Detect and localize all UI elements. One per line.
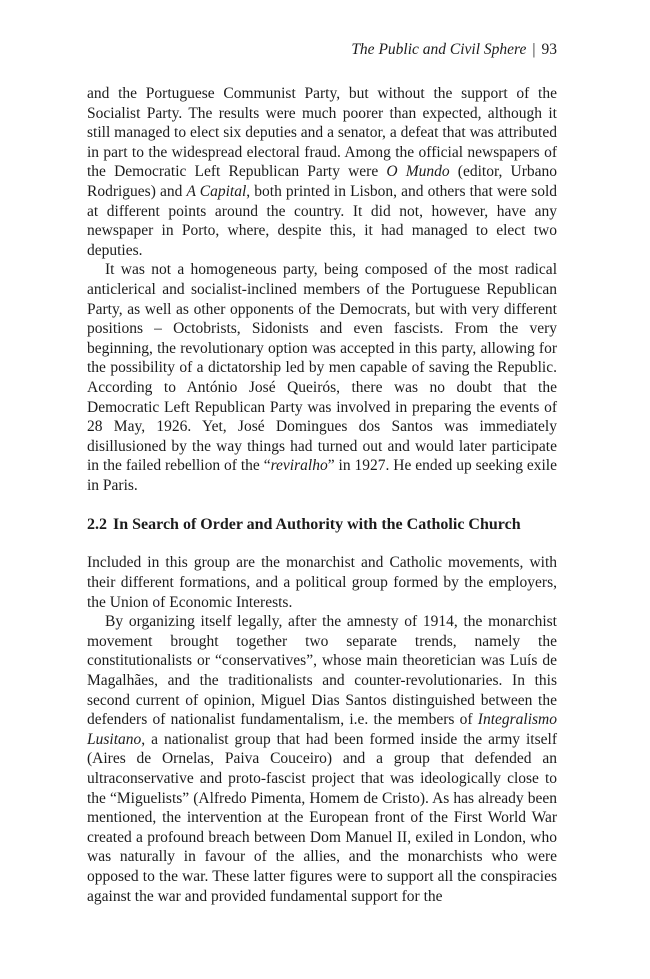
- paragraph-monarchist-movement: [87, 612, 557, 906]
- section-number: 2.2: [87, 516, 107, 534]
- running-head-title: The Public and Civil Sphere: [351, 41, 527, 58]
- text-run: , both printed in Lisbon, and others that were sold at different points around the country. It did not, however, have any newspaper in Porto, where, despite this, it had managed to elect two deputies.: [87, 182, 557, 259]
- running-head-separator: |: [532, 41, 536, 58]
- paragraph-democratic-left-results: [87, 84, 557, 260]
- section-heading: [87, 515, 557, 535]
- text-run: By organizing itself legally, after the amnesty of 1914, the monarchist movement brought together two separate trends, namely the constitutionalists or “conservatives”, whose main theoretician was Luís de Magalhães, and the traditionalists and counter-revolutionaries. In this second current of opinion, Miguel Dias Santos distinguished between the defenders of nationalist fundamentalism, i.e. the members of: [87, 613, 557, 729]
- newspaper-title-o-mundo: O Mundo: [386, 163, 450, 181]
- paragraph-group-intro: Included in this group are the monarchist and Catholic movements, with their different formations, and a political group formed by the employers, the Union of Economic Interests.: [87, 554, 557, 611]
- italic-term-integralismo: Integralismo Lusitano: [87, 711, 557, 748]
- page-number: 93: [541, 41, 557, 58]
- newspaper-title-a-capital: A Capital: [186, 182, 247, 200]
- book-page: [87, 40, 557, 906]
- italic-term-reviralho: reviralho: [270, 457, 328, 475]
- text-run: , a nationalist group that had been formed inside the army itself (Aires de Ornelas, Paiva Couceiro) and a group that defended an ultraconservative and proto-fascist project that was ideologically close to the “Miguelists” (Alfredo Pimenta, Homem de Cristo). As has already been mentioned, the intervention at the European front of the First World War created a profound breach between Dom Manuel II, exiled in London, who was naturally in favour of the allies, and the monarchists who were opposed to the war. These latter figures were to support all the conspiracies against the war and provided fundamental support for the: [87, 730, 557, 905]
- text-run: ” in 1927. He ended up seeking exile in Paris.: [87, 457, 557, 494]
- running-head: [87, 40, 557, 60]
- text-run: It was not a homogeneous party, being composed of the most radical anticlerical and socialist-inclined members of the Portuguese Republican Party, as well as other opponents of the Democrats, but with very different positions – Octobrists, Sidonists and even fascists. From the very beginning, the revolutionary option was accepted in this party, allowing for the possibility of a dictatorship led by men capable of saving the Republic. According to António José Queirós, there was no doubt that the Democratic Left Republican Party was involved in preparing the events of 28 May, 1926. Yet, José Domingues dos Santos was immediately disillusioned by the way things had turned out and would later participate in the failed rebellion of the “: [87, 261, 557, 475]
- text-run: and the Portuguese Communist Party, but without the support of the Socialist Party. The results were much poorer than expected, although it still managed to elect six deputies and a senator, a defeat that was attributed in part to the widespread electoral fraud. Among the official newspapers of the Democratic Left Republican Party were: [87, 85, 557, 181]
- text-run: (editor, Urbano Rodrigues) and: [87, 163, 557, 200]
- section-title: In Search of Order and Authority with the Catholic Church: [113, 516, 521, 534]
- paragraph-party-composition: [87, 260, 557, 495]
